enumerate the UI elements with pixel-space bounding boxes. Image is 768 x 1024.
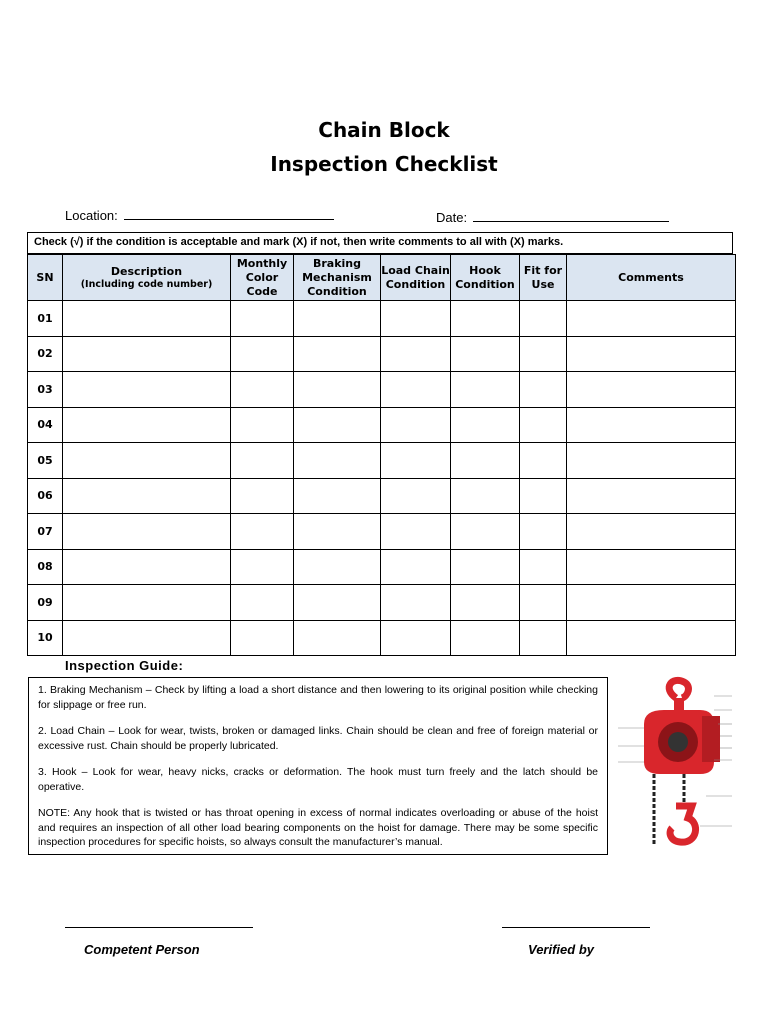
load-chain-cell[interactable] <box>381 372 451 408</box>
inspection-guide-title: Inspection Guide: <box>65 658 184 673</box>
location-field[interactable] <box>65 207 334 223</box>
date-label: Date: <box>436 210 468 225</box>
fit-for-use-cell[interactable] <box>520 585 567 621</box>
braking-cell[interactable] <box>294 407 381 443</box>
braking-cell[interactable] <box>294 514 381 550</box>
fit-for-use-cell[interactable] <box>520 336 567 372</box>
monthly-color-code-cell[interactable] <box>231 336 294 372</box>
comments-cell[interactable] <box>567 407 736 443</box>
description-cell[interactable] <box>63 514 231 550</box>
table-row <box>28 443 736 479</box>
load-chain-cell[interactable] <box>381 620 451 656</box>
fit-for-use-cell[interactable] <box>520 407 567 443</box>
competent-person-signature-line[interactable] <box>65 927 253 928</box>
header-description-sub: (Including code number) <box>80 278 213 290</box>
monthly-color-code-cell[interactable] <box>231 585 294 621</box>
date-field[interactable] <box>436 209 669 225</box>
braking-cell[interactable] <box>294 549 381 585</box>
header-monthly-color-code: Monthly Color Code <box>231 255 294 301</box>
comments-cell[interactable] <box>567 336 736 372</box>
load-chain-cell[interactable] <box>381 478 451 514</box>
guide-item-braking: 1. Braking Mechanism – Check by lifting a load a short distance and then lowering to its original position while checking for slippage or free run. <box>38 684 598 711</box>
instruction-text: Check (√) if the condition is acceptable and mark (X) if not, then write comments to all with (X) marks. <box>27 232 733 254</box>
guide-note: NOTE: Any hook that is twisted or has throat opening in excess of normal indicates overloading or abuse of the hoist and requires an inspection of all other load bearing components on the hoist for damage. There may be some specific inspection procedures for specific hoists, so always consult the manufacturer’s manual. <box>38 807 598 848</box>
hook-cell[interactable] <box>451 549 520 585</box>
header-description: Description (Including code number) <box>63 255 231 301</box>
comments-cell[interactable] <box>567 585 736 621</box>
document-title: Chain Block <box>318 118 450 142</box>
braking-cell[interactable] <box>294 372 381 408</box>
fit-for-use-cell[interactable] <box>520 514 567 550</box>
braking-cell[interactable] <box>294 443 381 479</box>
hook-cell[interactable] <box>451 478 520 514</box>
hook-cell[interactable] <box>451 620 520 656</box>
monthly-color-code-cell[interactable] <box>231 443 294 479</box>
comments-cell[interactable] <box>567 549 736 585</box>
load-chain-cell[interactable] <box>381 514 451 550</box>
hook-cell[interactable] <box>451 336 520 372</box>
braking-cell[interactable] <box>294 478 381 514</box>
hook-cell[interactable] <box>451 514 520 550</box>
comments-cell[interactable] <box>567 620 736 656</box>
table-row <box>28 336 736 372</box>
table-header-row <box>28 255 736 301</box>
description-cell[interactable] <box>63 478 231 514</box>
sn-cell: 10 <box>28 620 63 656</box>
sn-cell: 04 <box>28 407 63 443</box>
braking-cell[interactable] <box>294 301 381 337</box>
sn-cell: 01 <box>28 301 63 337</box>
header-hook: Hook Condition <box>451 255 520 301</box>
hook-cell[interactable] <box>451 585 520 621</box>
fit-for-use-cell[interactable] <box>520 478 567 514</box>
sn-cell: 02 <box>28 336 63 372</box>
header-sn: SN <box>28 255 63 301</box>
verified-by-signature-line[interactable] <box>502 927 650 928</box>
comments-cell[interactable] <box>567 514 736 550</box>
description-cell[interactable] <box>63 301 231 337</box>
monthly-color-code-cell[interactable] <box>231 549 294 585</box>
monthly-color-code-cell[interactable] <box>231 372 294 408</box>
monthly-color-code-cell[interactable] <box>231 301 294 337</box>
description-cell[interactable] <box>63 549 231 585</box>
braking-cell[interactable] <box>294 336 381 372</box>
sn-cell: 05 <box>28 443 63 479</box>
load-chain-cell[interactable] <box>381 443 451 479</box>
hook-cell[interactable] <box>451 407 520 443</box>
header-fit-for-use: Fit for Use <box>520 255 567 301</box>
date-line[interactable] <box>473 209 669 222</box>
description-cell[interactable] <box>63 372 231 408</box>
hook-cell[interactable] <box>451 443 520 479</box>
sn-cell: 07 <box>28 514 63 550</box>
table-row <box>28 549 736 585</box>
fit-for-use-cell[interactable] <box>520 301 567 337</box>
inspection-guide-box <box>28 677 608 855</box>
guide-item-load-chain: 2. Load Chain – Look for wear, twists, broken or damaged links. Chain should be clean and free of foreign material or excessive rust. Chain should be properly lubricated. <box>38 725 598 752</box>
fit-for-use-cell[interactable] <box>520 620 567 656</box>
header-braking: Braking Mechanism Condition <box>294 255 381 301</box>
braking-cell[interactable] <box>294 620 381 656</box>
chain-hoist-illustration <box>614 676 744 854</box>
comments-cell[interactable] <box>567 372 736 408</box>
load-chain-cell[interactable] <box>381 549 451 585</box>
table-row <box>28 372 736 408</box>
load-chain-cell[interactable] <box>381 336 451 372</box>
braking-cell[interactable] <box>294 585 381 621</box>
table-row <box>28 585 736 621</box>
monthly-color-code-cell[interactable] <box>231 620 294 656</box>
table-row <box>28 407 736 443</box>
comments-cell[interactable] <box>567 478 736 514</box>
monthly-color-code-cell[interactable] <box>231 407 294 443</box>
table-row <box>28 514 736 550</box>
fit-for-use-cell[interactable] <box>520 372 567 408</box>
fit-for-use-cell[interactable] <box>520 443 567 479</box>
load-chain-cell[interactable] <box>381 301 451 337</box>
table-row <box>28 620 736 656</box>
header-comments: Comments <box>567 255 736 301</box>
description-cell[interactable] <box>63 443 231 479</box>
monthly-color-code-cell[interactable] <box>231 514 294 550</box>
verified-by-label: Verified by <box>528 942 594 957</box>
sn-cell: 06 <box>28 478 63 514</box>
load-chain-cell[interactable] <box>381 585 451 621</box>
description-cell[interactable] <box>63 407 231 443</box>
monthly-color-code-cell[interactable] <box>231 478 294 514</box>
table-row <box>28 478 736 514</box>
load-chain-cell[interactable] <box>381 407 451 443</box>
comments-cell[interactable] <box>567 301 736 337</box>
checklist-table <box>27 254 736 656</box>
hook-cell[interactable] <box>451 372 520 408</box>
fit-for-use-cell[interactable] <box>520 549 567 585</box>
guide-item-hook: 3. Hook – Look for wear, heavy nicks, cracks or deformation. The hook must turn freely and the latch should be operative. <box>38 766 598 793</box>
comments-cell[interactable] <box>567 443 736 479</box>
sn-cell: 08 <box>28 549 63 585</box>
table-row <box>28 301 736 337</box>
description-cell[interactable] <box>63 336 231 372</box>
sn-cell: 09 <box>28 585 63 621</box>
location-line[interactable] <box>124 207 334 220</box>
header-load-chain: Load Chain Condition <box>381 255 451 301</box>
competent-person-label: Competent Person <box>84 942 200 957</box>
description-cell[interactable] <box>63 585 231 621</box>
description-cell[interactable] <box>63 620 231 656</box>
hook-cell[interactable] <box>451 301 520 337</box>
document-subtitle: Inspection Checklist <box>270 152 498 176</box>
sn-cell: 03 <box>28 372 63 408</box>
location-label: Location: <box>65 208 118 223</box>
